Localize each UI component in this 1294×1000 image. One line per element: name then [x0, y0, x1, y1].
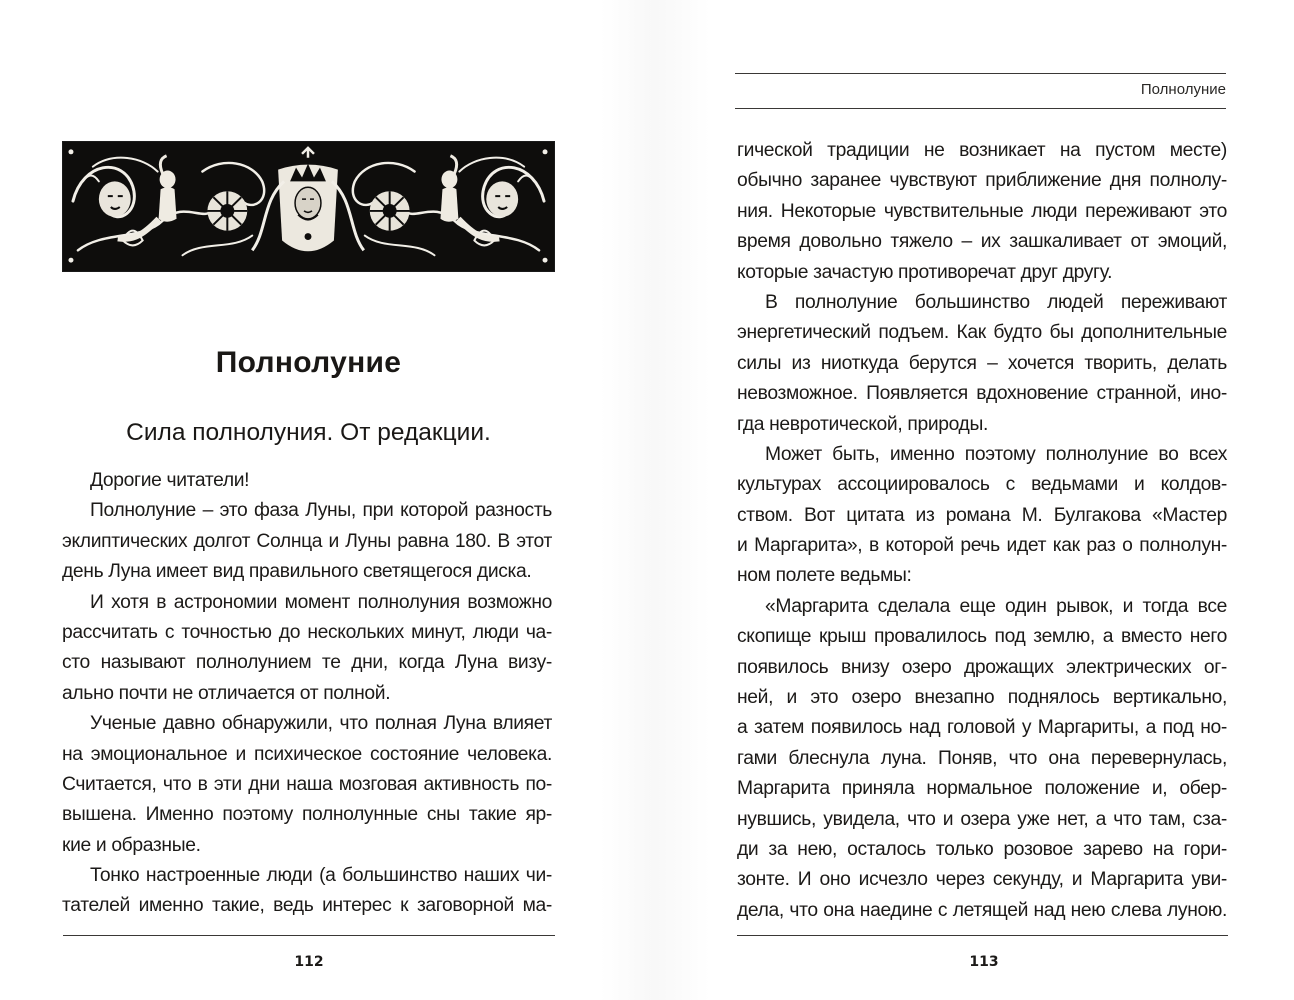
- text-line: ди за нею, осталось только розовое зарево на гори-: [737, 838, 1227, 860]
- text-line: день Луна имеет вид правильного светящегося диска.: [62, 561, 532, 583]
- text-line: ния. Некоторые чувствительные люди переживают это: [737, 200, 1227, 222]
- left-page-body-text: [62, 466, 552, 922]
- text-line: тателей именно такие, ведь интерес к заговорной ма-: [62, 895, 552, 917]
- text-line: скопище крыш провалилось под землю, а вместо него: [737, 626, 1227, 648]
- text-line: В полнолуние большинство людей переживают: [765, 291, 1227, 313]
- text-line: нувшись, увидела, что и озера уже нет, а что там, сза-: [737, 808, 1227, 830]
- text-line: на эмоциональное и психическое состояние человека.: [62, 743, 552, 765]
- text-line: Дорогие читатели!: [90, 470, 250, 491]
- text-line: гда невротической, природы.: [737, 413, 988, 435]
- ornament-engraving-icon: [63, 142, 554, 271]
- text-line: Полнолуние – это фаза Луны, при которой разность: [90, 500, 552, 522]
- running-head: Полнолуние: [1140, 81, 1226, 98]
- text-line: невозможное. Появляется вдохновение странной, ино-: [737, 383, 1227, 405]
- text-line: Считается, что в эти дни наша мозговая активность по-: [62, 773, 552, 795]
- text-line: ально почти не отличается от полной.: [62, 682, 391, 704]
- text-line: вышена. Именно поэтому полнолунные сны такие яр-: [62, 804, 552, 826]
- text-line: эклиптических долгот Солнца и Луны равна 180. В этот: [62, 530, 552, 552]
- header-rule-bottom: [735, 108, 1226, 109]
- right-page-body-text: [737, 136, 1227, 926]
- page-number-right: 113: [969, 954, 999, 970]
- text-line: Тонко настроенные люди (а большинство наших чи-: [90, 865, 552, 887]
- text-line: «Маргарита сделала еще один рывок, и тогда все: [765, 595, 1227, 617]
- chapter-title: Полнолуние: [215, 346, 402, 379]
- text-line: силы из ниоткуда берутся – хочется творить, делать: [737, 352, 1227, 374]
- text-line: Маргарита приняла нормальное положение и, обер-: [737, 778, 1227, 800]
- text-line: Может быть, именно поэтому полнолуние во всех: [765, 443, 1227, 465]
- text-line: энергетический подъем. Как будто бы дополнительные: [737, 322, 1227, 344]
- text-line: Ученые давно обнаружили, что полная Луна влияет: [90, 713, 552, 735]
- text-line: рассчитать с точностью до нескольких минут, люди ча-: [62, 621, 552, 643]
- text-line: и Маргарита», в которой речь идет как раз о полнолун-: [737, 535, 1227, 557]
- text-line: время довольно тяжело – их зашкаливает от эмоций,: [737, 231, 1227, 253]
- text-line: обычно заранее чувствуют приближение дня полнолу-: [737, 170, 1227, 192]
- section-title: Сила полнолуния. От редакции.: [126, 419, 491, 446]
- text-line: ней, и это озеро внезапно поднялось вертикально,: [737, 687, 1227, 709]
- page-number-left: 112: [294, 954, 324, 970]
- header-rule-top: [735, 73, 1226, 74]
- text-line: гами блеснула луна. Поняв, что она перевернулась,: [737, 747, 1227, 769]
- footer-rule-left: [63, 935, 555, 936]
- text-line: а затем появилось над головой у Маргариты, а под но-: [737, 717, 1227, 739]
- text-line: культурах ассоциировалось с ведьмами и колдов-: [737, 474, 1227, 496]
- footer-rule-right: [737, 935, 1228, 936]
- text-line: дела, что она наедине с летящей над нею слева луною.: [737, 899, 1227, 921]
- text-line: появилось внизу озеро дрожащих электрических ог-: [737, 656, 1227, 678]
- text-line: И хотя в астрономии момент полнолуния возможно: [90, 591, 552, 613]
- text-line: которые зачастую противоречат друг другу.: [737, 261, 1113, 283]
- text-line: ством. Вот цитата из романа М. Булгакова «Мастер: [737, 504, 1227, 526]
- text-line: ном полете ведьмы:: [737, 565, 912, 587]
- text-line: кие и образные.: [62, 834, 201, 856]
- text-line: зонте. И оно исчезло через секунду, и Маргарита уви-: [737, 869, 1227, 891]
- text-line: сто называют полнолунием те дни, когда Луна визу-: [62, 652, 552, 674]
- text-line: гической традиции не возникает на пустом месте): [737, 140, 1227, 161]
- decorative-headpiece-ornament: [62, 141, 555, 272]
